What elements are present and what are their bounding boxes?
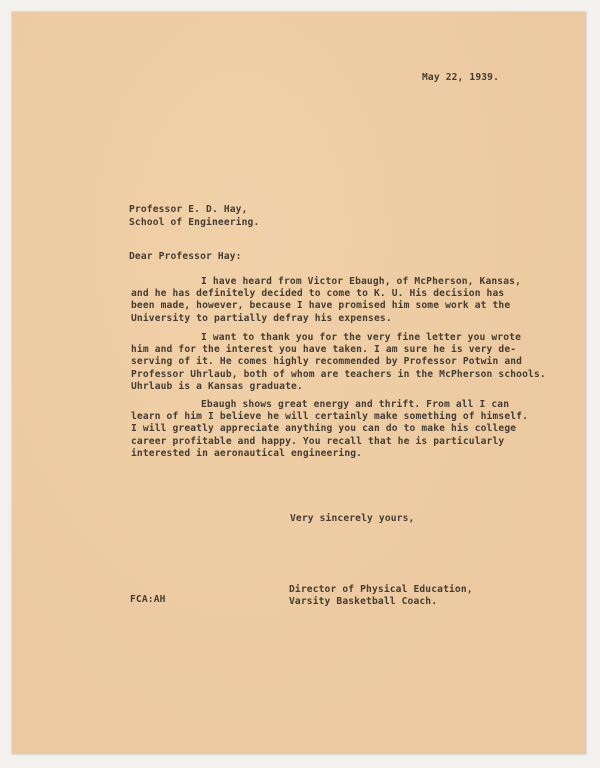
paragraph-line: serving of it. He comes highly recommended by Professor Potwin and xyxy=(131,356,523,368)
paragraph-line: interested in aeronautical engineering. xyxy=(131,447,363,459)
paragraph-line: I will greatly appreciate anything you can do to make his college xyxy=(131,423,517,435)
letter-date: May 22, 1939. xyxy=(422,72,500,83)
signature-title-1: Director of Physical Education, xyxy=(289,584,473,595)
paragraph-line: learn of him I believe he will certainly make something of himself. xyxy=(131,411,529,423)
paragraph-1 xyxy=(131,276,521,325)
paragraph-2 xyxy=(131,332,546,393)
typist-initials: FCA:AH xyxy=(130,594,166,605)
paragraph-line: Ebaugh shows great energy and thrift. From all I can xyxy=(201,399,510,410)
recipient-department: School of Engineering. xyxy=(129,217,260,228)
paragraph-line: Uhrlaub is a Kansas graduate. xyxy=(131,380,303,392)
closing: Very sincerely yours, xyxy=(290,513,415,524)
paragraph-3 xyxy=(131,399,528,460)
paragraph-line: and he has definitely decided to come to K. U. His decision has xyxy=(131,288,505,300)
paragraph-line: University to partially defray his expenses. xyxy=(131,312,392,324)
paragraph-line: I want to thank you for the very fine letter you wrote xyxy=(201,332,521,343)
signature-title-2: Varsity Basketball Coach. xyxy=(289,596,438,607)
paragraph-line: career profitable and happy. You recall that he is particularly xyxy=(131,435,505,447)
paragraph-line: I have heard from Victor Ebaugh, of McPherson, Kansas, xyxy=(201,276,521,287)
paragraph-line: been made, however, because I have promised him some work at the xyxy=(131,300,511,312)
paragraph-line: Professor Uhrlaub, both of whom are teachers in the McPherson schools. xyxy=(131,368,546,380)
paragraph-line: him and for the interest you have taken. I am sure he is very de- xyxy=(131,344,517,356)
recipient-name: Professor E. D. Hay, xyxy=(129,204,248,215)
salutation: Dear Professor Hay: xyxy=(129,251,242,262)
letter-page xyxy=(12,12,586,754)
